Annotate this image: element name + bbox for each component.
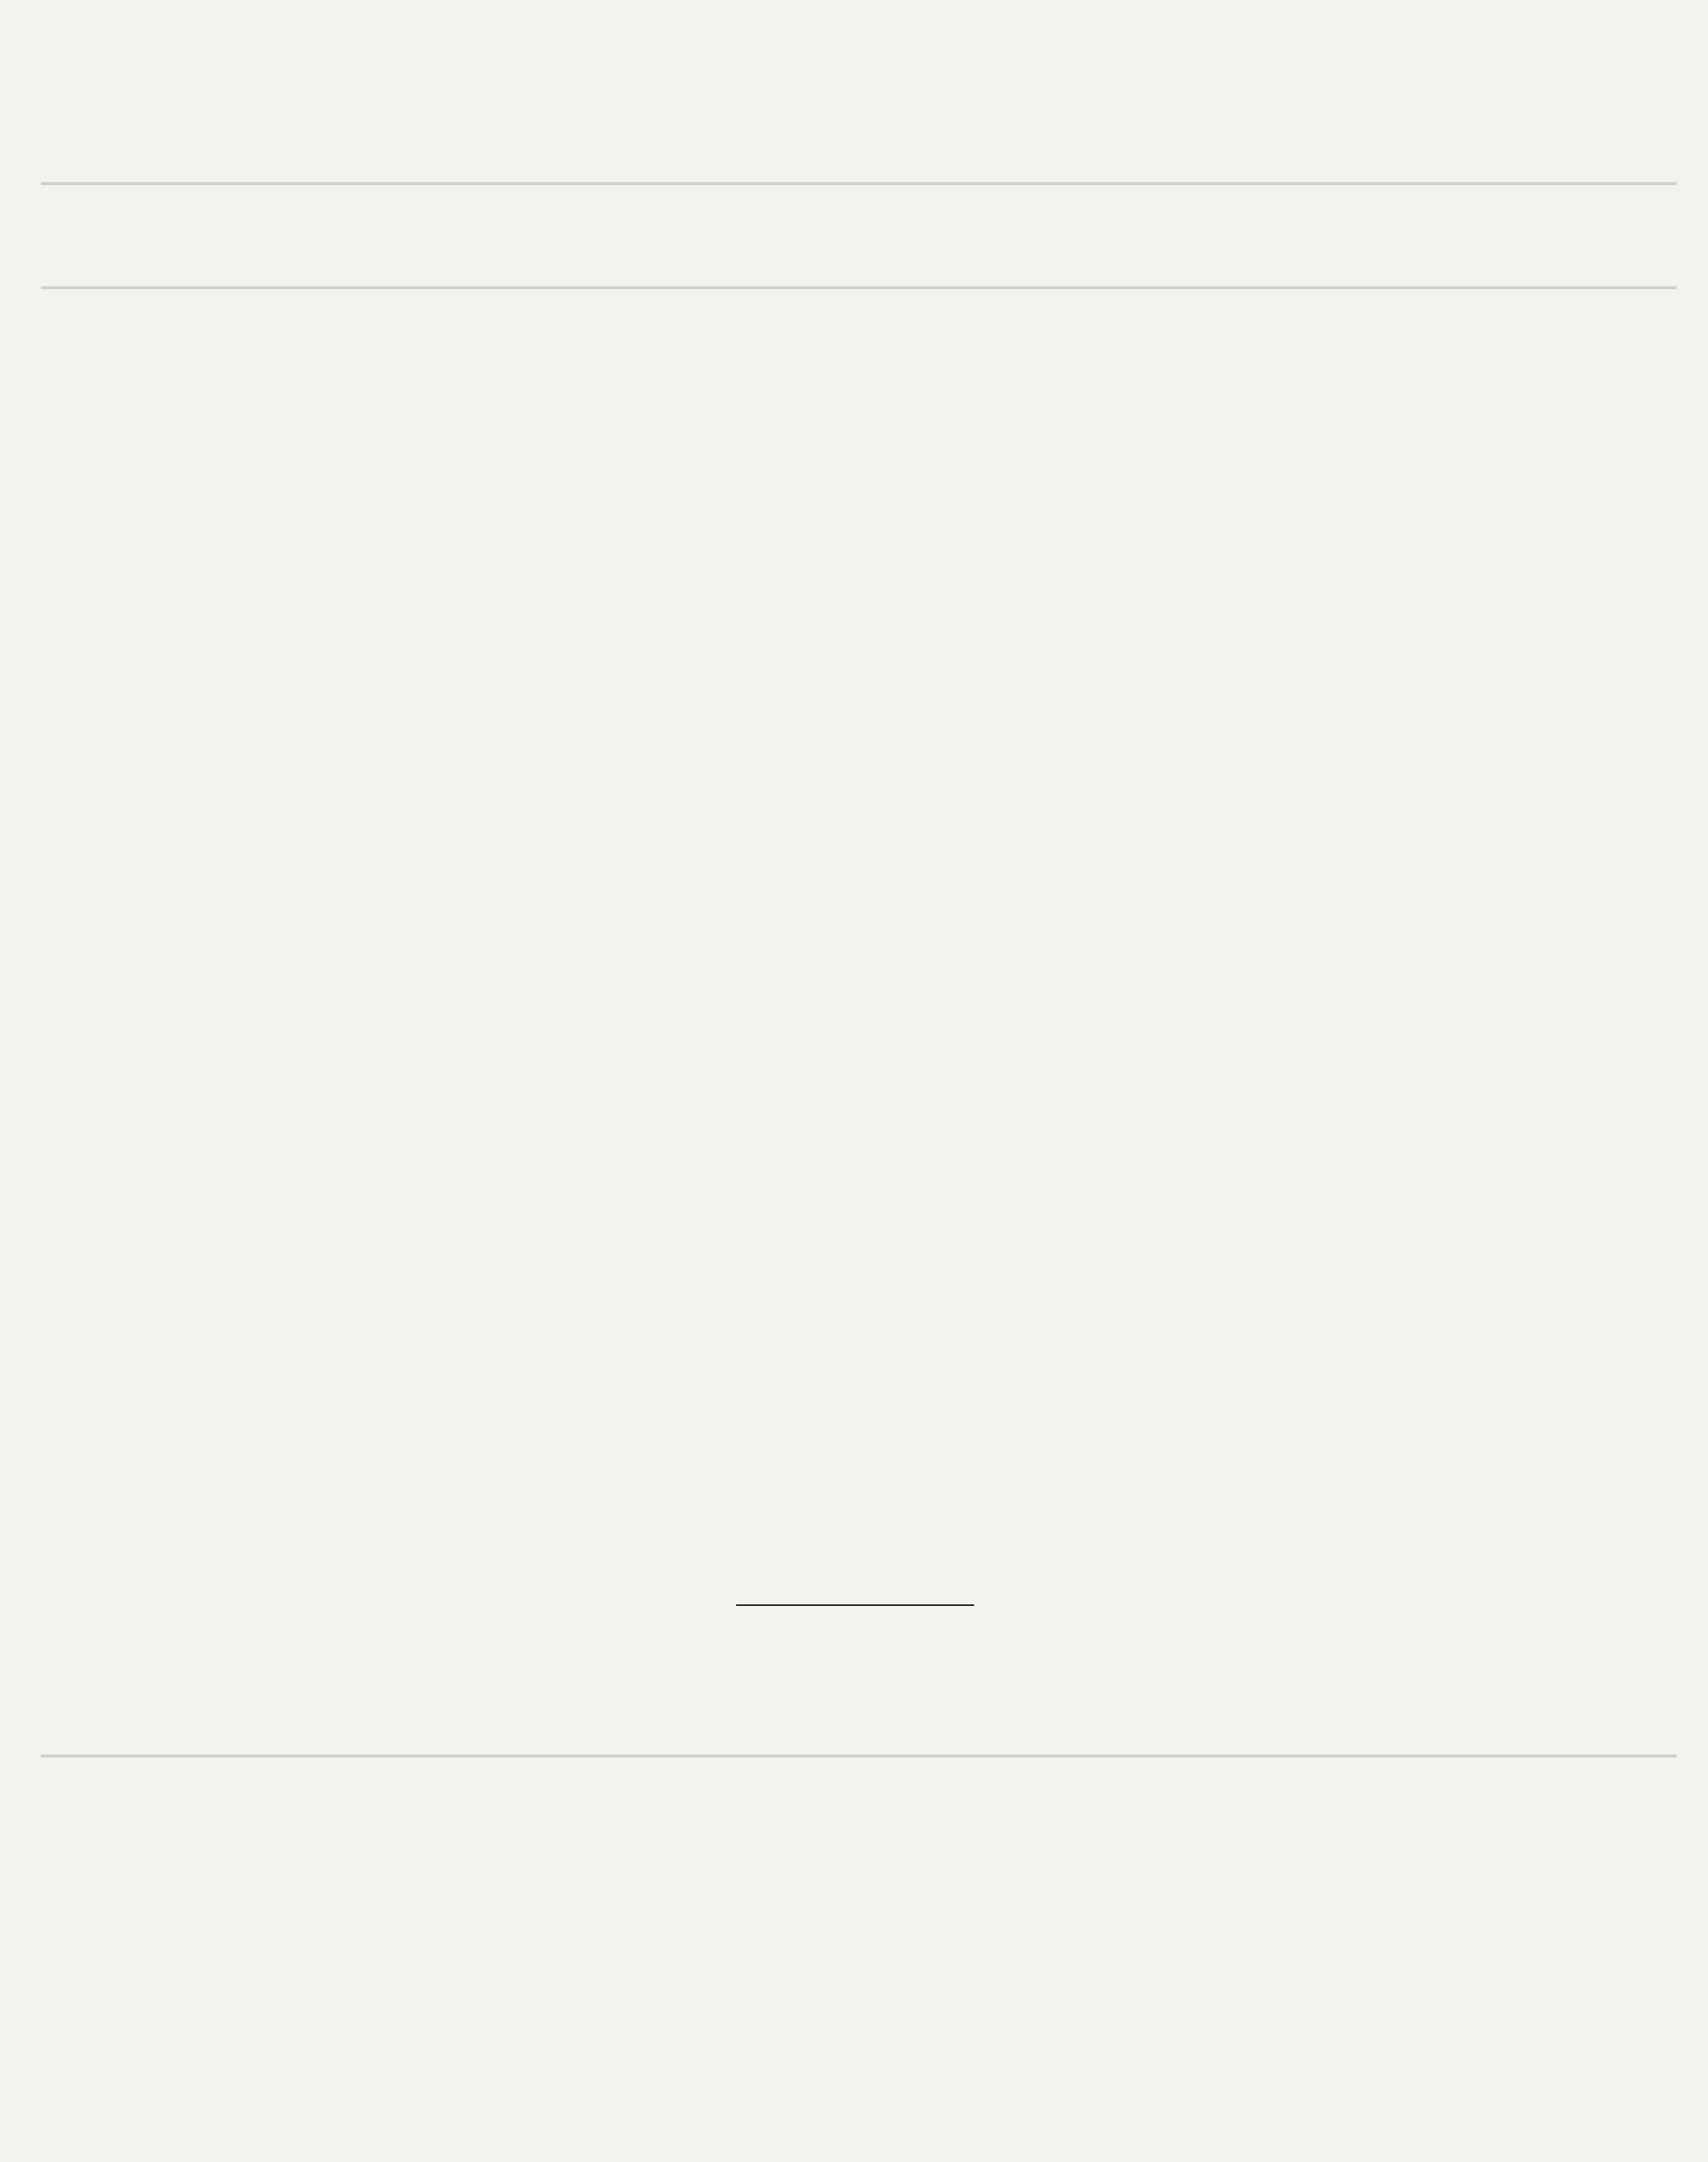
separator-rule [736, 1604, 974, 1606]
